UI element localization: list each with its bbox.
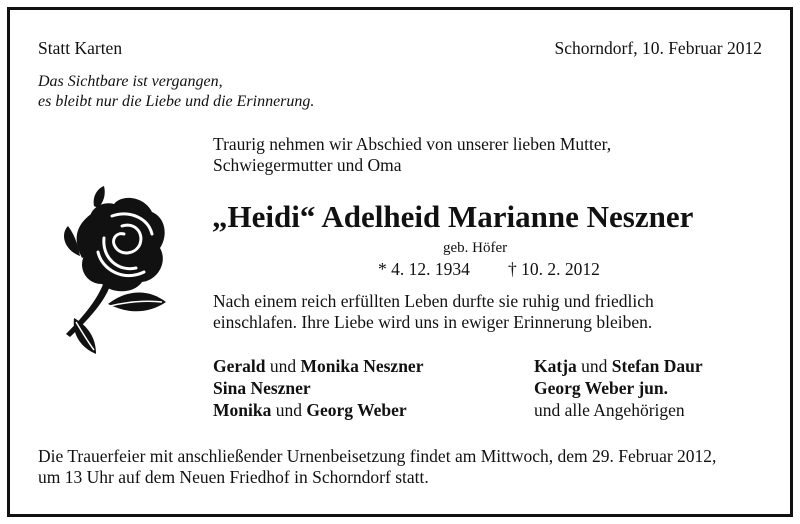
- funeral-line-2: um 13 Uhr auf dem Neuen Friedhof in Schorndorf statt.: [38, 467, 429, 487]
- mourner-left-1: Gerald und Monika Neszner: [213, 356, 424, 376]
- intro-line-1: Traurig nehmen wir Abschied von unserer lieben Mutter,: [213, 134, 612, 154]
- message-line-1: Nach einem reich erfüllten Leben durfte sie ruhig und friedlich: [213, 291, 654, 311]
- intro-line-2: Schwiegermutter und Oma: [213, 155, 402, 175]
- birth-date: * 4. 12. 1934: [378, 259, 470, 279]
- mourner-right-2: Georg Weber jun.: [534, 378, 669, 398]
- mourner-right-3: und alle Angehörigen: [534, 400, 685, 420]
- mourner-left-3: Monika und Georg Weber: [213, 400, 407, 420]
- mourner-left-2: Sina Neszner: [213, 378, 311, 398]
- header-left: Statt Karten: [38, 38, 123, 58]
- rose-icon: [52, 186, 170, 354]
- maiden-name: geb. Höfer: [443, 240, 508, 256]
- mourner-right-1: Katja und Stefan Daur: [534, 356, 703, 376]
- deceased-name: „Heidi“ Adelheid Marianne Neszner: [212, 199, 694, 234]
- header-date: Schorndorf, 10. Februar 2012: [554, 38, 762, 58]
- message-line-2: einschlafen. Ihre Liebe wird uns in ewiger Erinnerung bleiben.: [213, 312, 653, 332]
- motto-line-2: es bleibt nur die Liebe und die Erinnerung.: [38, 93, 315, 110]
- death-date: † 10. 2. 2012: [508, 259, 600, 279]
- motto-line-1: Das Sichtbare ist vergangen,: [38, 73, 223, 90]
- funeral-line-1: Die Trauerfeier mit anschließender Urnenbeisetzung findet am Mittwoch, dem 29. Februar 2012,: [38, 446, 717, 466]
